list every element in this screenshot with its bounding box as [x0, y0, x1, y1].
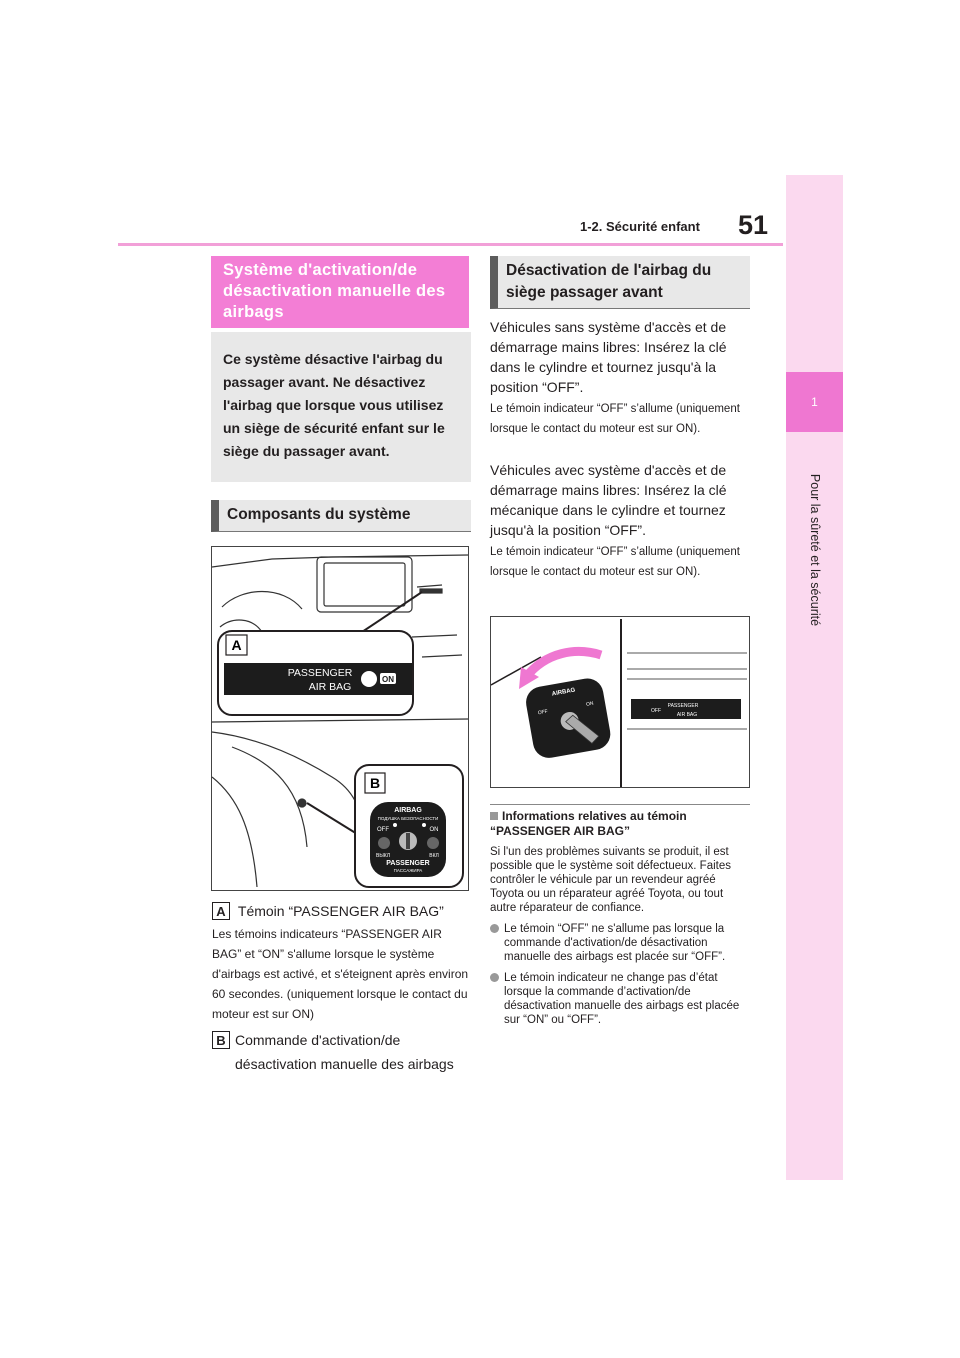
label-a: A — [231, 637, 242, 653]
chapter-title-vertical — [808, 420, 822, 680]
paragraph-with-smart-key: Véhicules avec système d'accès et de démarrage mains libres: Insérez la clé mécanique dans le cylindre et tournez jusqu'à la position “OFF”. — [490, 462, 727, 538]
list-item — [490, 971, 752, 1027]
switch-passenger-ru: ПАССАЖИРА — [393, 868, 423, 873]
page-number: 51 — [738, 210, 769, 240]
switch-airbag-ru: ПОДУШКА БЕЗОПАСНОСТИ — [377, 816, 439, 821]
components-heading: Composants du système — [211, 500, 471, 532]
info-heading — [490, 809, 750, 839]
caption-b-marker: B — [212, 1031, 230, 1049]
indicator-passenger-2: PASSENGER — [667, 703, 699, 709]
switch-airbag-label: AIRBAG — [394, 807, 422, 814]
switch-on-2: ON — [585, 700, 595, 708]
dashboard-drawing — [212, 547, 468, 890]
section-heading: Système d'activation/de désactivation manuelle des airbags — [211, 256, 469, 328]
switch-airbag-label-2: AIRBAG — [551, 687, 576, 698]
indicator-on: ON — [382, 675, 394, 684]
airbag-person-icon — [361, 671, 377, 687]
bullet-text: Le témoin indicateur ne change pas d’état lorsque la commande d’activation/de désactivation manuelle des airbags est placée sur “ON” ou “OFF”. — [504, 972, 740, 1026]
caption-a — [212, 902, 444, 920]
header-rule — [118, 243, 783, 246]
caption-b — [212, 1028, 472, 1076]
bullet-icon — [490, 973, 499, 982]
info-body: Si l'un des problèmes suivants se produit, il est possible que le système soit défectueux. Faites contrôler le véhicule par un revendeur agréé Toyota ou un réparateur agréé Toyota, ou tout autre réparateur de confiance. — [490, 846, 731, 914]
caption-a-body: Les témoins indicateurs “PASSENGER AIR BAG” et “ON” s'allume lorsque le système d'airbags est activé, et s'éteignent après environ 60 secondes. (uniquement lorsque le contact du moteur est sur ON) — [212, 927, 469, 1021]
caption-b-title: Commande d'activation/de désactivation manuelle des airbags — [235, 1032, 454, 1072]
indicator-airbag: AIR BAG — [308, 681, 352, 693]
switch-off-2: OFF — [537, 708, 549, 717]
chapter-number-tab: 1 — [786, 372, 843, 432]
indicator-off: OFF — [651, 708, 661, 714]
caption-a-title: Témoin “PASSENGER AIR BAG” — [237, 903, 444, 919]
indicator-passenger: PASSENGER — [287, 667, 353, 679]
bullet-text: Le témoin “OFF” ne s'allume pas lorsque la commande d'activation/de désactivation manuelle des airbags est placée sur “OFF”. — [504, 923, 726, 963]
note-with-smart-key: Le témoin indicateur “OFF” s’allume (uniquement lorsque le contact du moteur est sur ON). — [490, 546, 740, 578]
key-turn-drawing — [491, 617, 749, 787]
switch-off: OFF — [377, 827, 389, 833]
switch-off-ru: ВЫКЛ — [376, 853, 390, 859]
system-components-illustration — [211, 546, 469, 891]
switch-on: ON — [429, 827, 439, 833]
paragraph-without-smart-key: Véhicules sans système d'accès et de démarrage mains libres: Insérez la clé dans le cylindre et tournez jusqu'à la position “OFF”. — [490, 319, 727, 395]
deactivation-illustration — [490, 616, 750, 788]
switch-on-ru: ВКЛ — [429, 853, 439, 859]
label-b: B — [369, 775, 381, 791]
rotation-arrow-icon — [526, 651, 601, 677]
deactivation-heading: Désactivation de l'airbag du siège passager avant — [490, 256, 750, 309]
switch-passenger: PASSENGER — [386, 860, 430, 867]
intro-box: Ce système désactive l'airbag du passager avant. Ne désactivez l'airbag que lorsque vous utilisez un siège de sécurité enfant sur le siège du passager avant. — [211, 332, 471, 482]
section-title: 1-2. Sécurité enfant — [580, 219, 700, 234]
indicator-airbag-2: AIR BAG — [676, 712, 698, 718]
info-rule — [490, 804, 750, 805]
list-item — [490, 922, 752, 964]
chapter-title-text: Pour la sûreté et la sécurité — [808, 473, 822, 627]
info-section — [490, 845, 752, 1027]
note-without-smart-key: Le témoin indicateur “OFF” s’allume (uniquement lorsque le contact du moteur est sur ON). — [490, 403, 740, 435]
caption-a-marker: A — [212, 902, 230, 920]
square-bullet-icon — [490, 812, 498, 820]
info-heading-text: Informations relatives au témoin “PASSENGER AIR BAG” — [490, 809, 687, 838]
bullet-icon — [490, 924, 499, 933]
